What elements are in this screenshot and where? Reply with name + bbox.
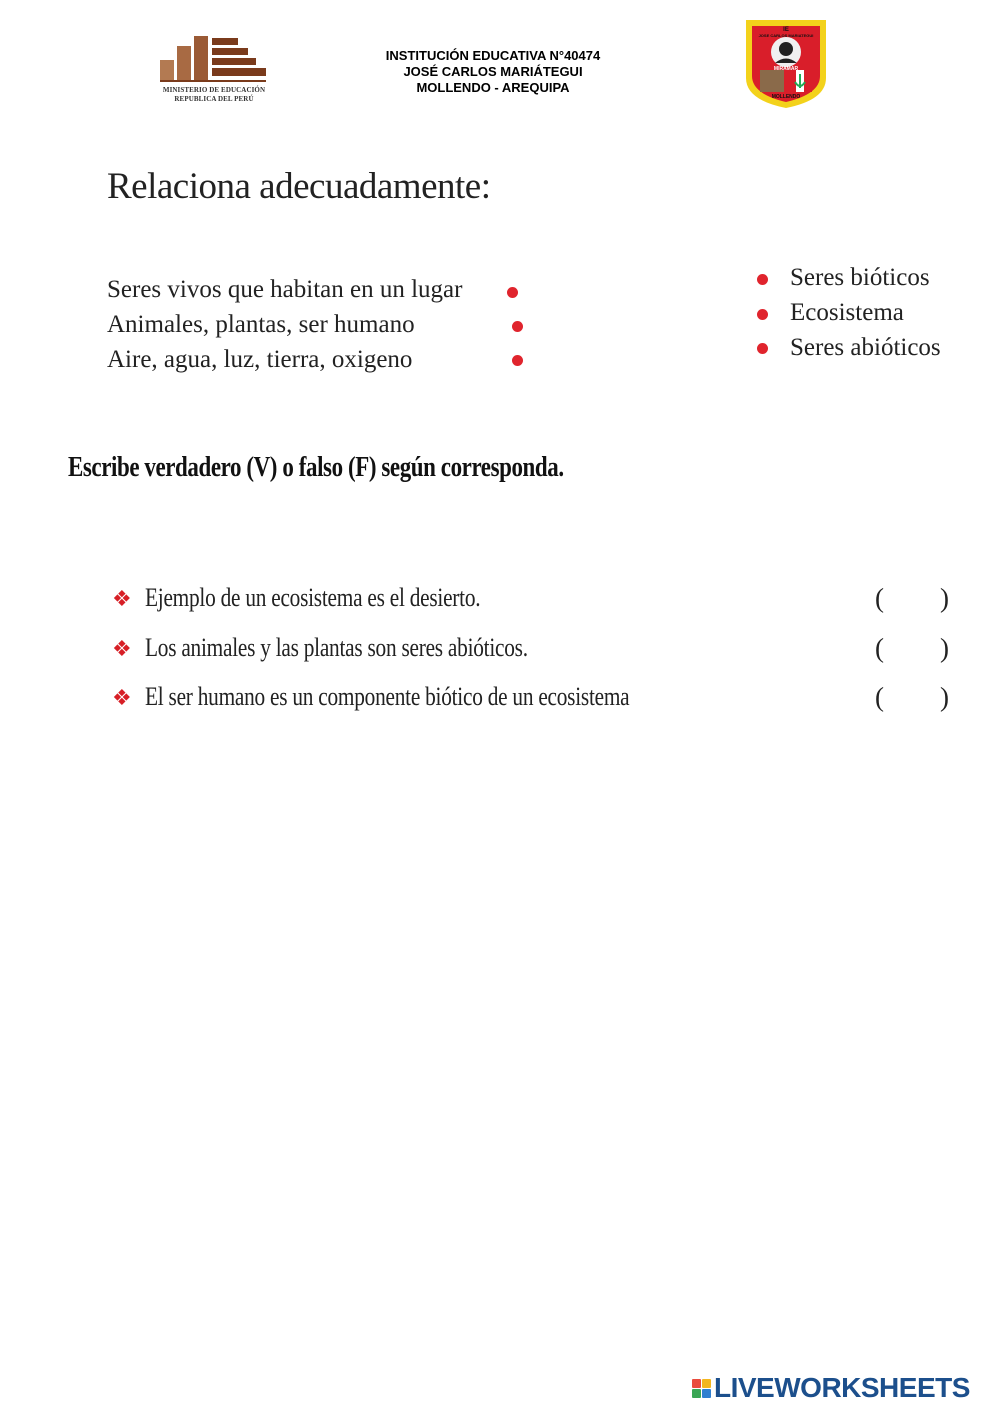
school-crest [742, 16, 830, 110]
tf-paren-close-1: ) [940, 583, 949, 613]
liveworksheets-wordmark: LIVEWORKSHEETS [714, 1372, 970, 1403]
liveworksheets-brand[interactable] [692, 1372, 970, 1404]
diamond-bullet-icon: ❖ [112, 586, 132, 611]
crest-label-mollendo: MOLLENDO [771, 94, 801, 100]
diamond-bullet-icon: ❖ [112, 685, 132, 710]
match-right-dot-3[interactable] [757, 343, 768, 354]
school-header [330, 48, 656, 96]
match-right-item-3: Seres abióticos [790, 334, 941, 361]
match-left-item-1: Seres vivos que habitan en un lugar [107, 276, 463, 303]
tf-paren-open-3: ( [875, 682, 884, 712]
ministry-logo [158, 34, 270, 106]
match-left-dot-2[interactable] [512, 321, 523, 332]
school-name-line-2: JOSÉ CARLOS MARIÁTEGUI [403, 64, 583, 79]
match-right-dot-1[interactable] [757, 274, 768, 285]
tf-paren-close-3: ) [940, 682, 949, 712]
match-right-dot-2[interactable] [757, 309, 768, 320]
tf-answer-box-2[interactable] [892, 636, 936, 664]
tf-statement-3: El ser humano es un componente biótico de un ecosistema [145, 682, 630, 711]
true-false-title: Escribe verdadero (V) o falso (F) según corresponda. [68, 452, 564, 483]
match-left-dot-1[interactable] [507, 287, 518, 298]
match-left-item-2: Animales, plantas, ser humano [107, 311, 415, 338]
ministry-logo-line-1: MINISTERIO DE EDUCACIÓN [162, 86, 266, 94]
matching-title: Relaciona adecuadamente: [107, 166, 491, 207]
ministry-logo-line-2: REPUBLICA DEL PERÚ [174, 95, 254, 103]
tf-statement-1: Ejemplo de un ecosistema es el desierto. [145, 583, 481, 612]
tf-answer-box-1[interactable] [892, 586, 936, 614]
match-right-item-2: Ecosistema [790, 299, 904, 326]
school-name-line-3: MOLLENDO - AREQUIPA [416, 80, 570, 95]
ministry-bars-icon [158, 34, 270, 84]
diamond-bullet-icon: ❖ [112, 636, 132, 661]
tf-paren-open-1: ( [875, 583, 884, 613]
school-name-line-1: INSTITUCIÓN EDUCATIVA N°40474 [385, 48, 601, 63]
crest-label-miramar: MIRAMAR [773, 66, 799, 72]
match-right-item-1: Seres bióticos [790, 264, 930, 291]
tf-answer-box-3[interactable] [892, 685, 936, 713]
match-left-item-3: Aire, agua, luz, tierra, oxigeno [107, 346, 413, 373]
crest-label-name: JOSE CARLOS MARIATEGUI [758, 33, 814, 38]
tf-paren-close-2: ) [940, 633, 949, 663]
crest-label-ie: IE [783, 27, 789, 33]
liveworksheets-logo-icon [692, 1379, 711, 1398]
tf-paren-open-2: ( [875, 633, 884, 663]
match-left-dot-3[interactable] [512, 355, 523, 366]
tf-statement-2: Los animales y las plantas son seres abióticos. [145, 633, 528, 662]
